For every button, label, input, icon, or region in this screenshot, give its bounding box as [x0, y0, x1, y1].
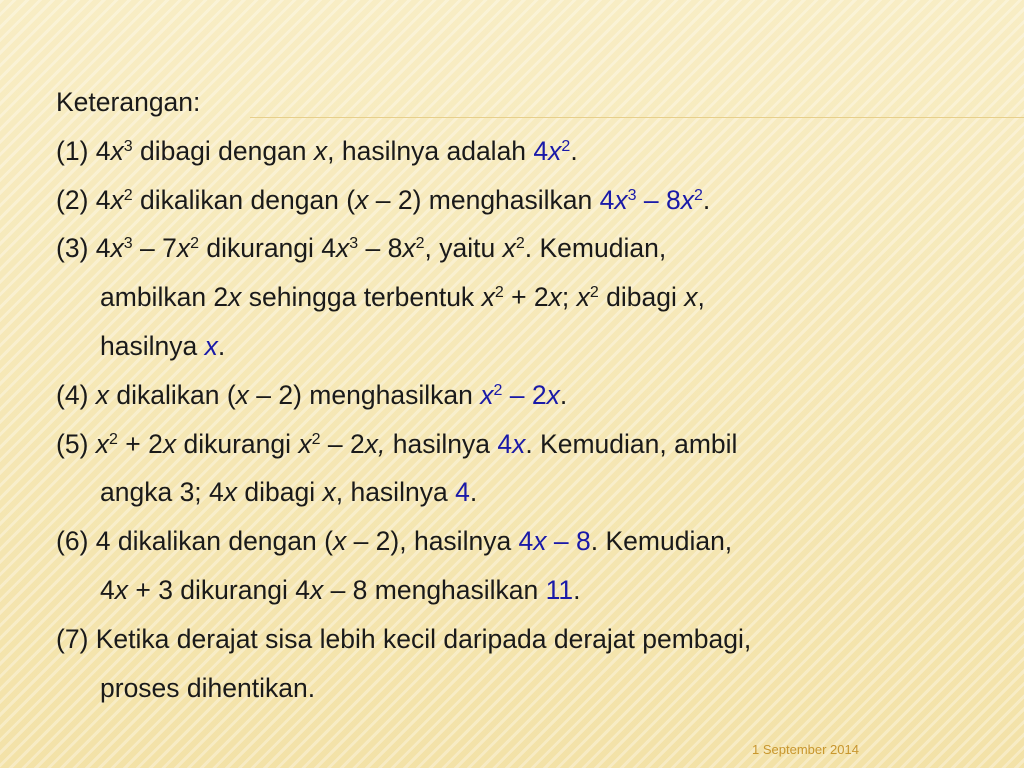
step-3: (3) $4x^3 - 7x^2$ dikurangi $4x^3 - 8x^2$, yaitu $x^2$. Kemudian,	[56, 233, 667, 264]
step-7-cont: proses dihentikan.	[100, 672, 316, 703]
heading: Keterangan:	[56, 87, 201, 117]
step-6-cont: 4x + 3 dikurangi 4x – 8 menghasilkan 11.	[100, 574, 581, 605]
step-5: (5) $x^2 + 2x$ dikurangi $x^2 - 2x$, hasilnya 4x. Kemudian, ambil	[56, 428, 738, 459]
step-5-cont: angka 3; 4x dibagi x, hasilnya 4.	[100, 477, 478, 508]
step-3-cont-2: hasilnya x.	[100, 330, 226, 361]
step-3-cont-1: ambilkan 2x sehingga terbentuk $x^2 + 2x$; $x^2$ dibagi x,	[100, 282, 705, 313]
step-6: (6) 4 dikalikan dengan (x – 2), hasilnya 4x – 8. Kemudian,	[56, 526, 733, 557]
step-2: (2) $4x^2$ dikalikan dengan (x – 2) menghasilkan $4x^3 - 8x^2$.	[56, 184, 711, 215]
step-4: (4) x dikalikan (x – 2) menghasilkan $x^2 - 2x$.	[56, 379, 568, 410]
slide-body	[56, 78, 996, 712]
step-1: (1) $4x^3$ dibagi dengan x, hasilnya adalah $4x^2$.	[56, 135, 578, 166]
step-7: (7) Ketika derajat sisa lebih kecil daripada derajat pembagi,	[56, 623, 752, 654]
footer-date: 1 September 2014	[752, 742, 859, 757]
